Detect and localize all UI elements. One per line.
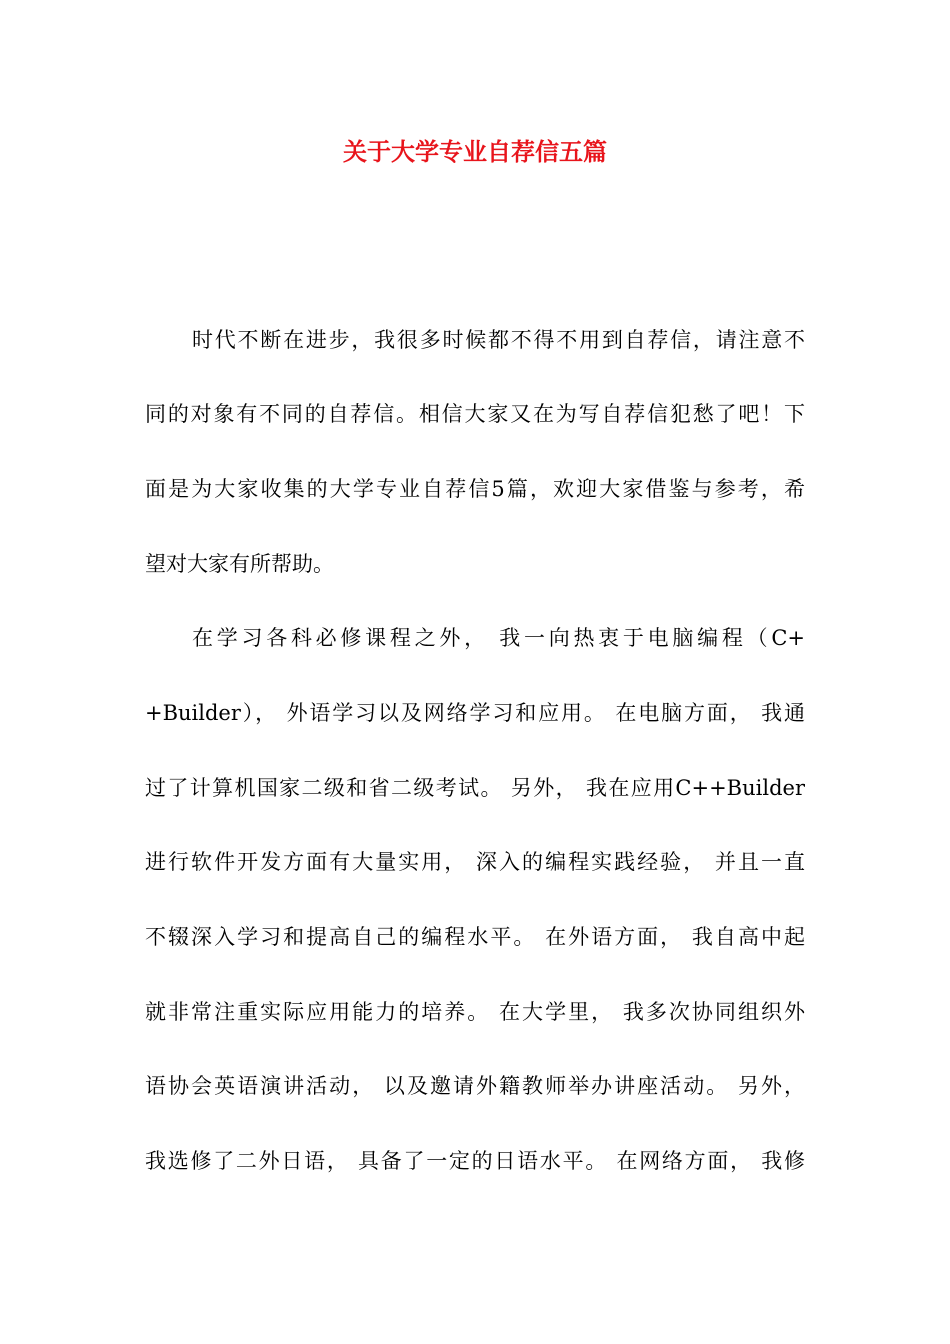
paragraph-2-line-3: 过了计算机国家二级和省二级考试。 另外， 我在应用C++Builder [145,776,805,800]
paragraph-2-line-4: 进行软件开发方面有大量实用， 深入的编程实践经验， 并且一直 [145,850,805,874]
paragraph-1-line-3: 面是为大家收集的大学专业自荐信5篇，欢迎大家借鉴与参考，希 [145,477,805,501]
document-title: 关于大学专业自荐信五篇 [343,138,607,166]
paragraph-1-line-4: 望对大家有所帮助。 [145,552,334,576]
paragraph-2-line-1: 在学习各科必修课程之外， 我一向热衷于电脑编程（C+ [192,626,805,650]
paragraph-1-line-2: 同的对象有不同的自荐信。相信大家又在为写自荐信犯愁了吧！下 [145,402,805,426]
paragraph-2-line-6: 就非常注重实际应用能力的培养。 在大学里， 我多次协同组织外 [145,1000,805,1024]
paragraph-1-line-1: 时代不断在进步，我很多时候都不得不用到自荐信，请注意不 [192,328,805,352]
paragraph-2-line-7: 语协会英语演讲活动， 以及邀请外籍教师举办讲座活动。 另外， [145,1074,805,1098]
paragraph-2-line-2: +Builder）， 外语学习以及网络学习和应用。 在电脑方面， 我通 [145,701,805,725]
paragraph-2-line-5: 不辍深入学习和提高自己的编程水平。 在外语方面， 我自高中起 [145,925,805,949]
paragraph-2-line-8: 我选修了二外日语， 具备了一定的日语水平。 在网络方面， 我修 [145,1149,805,1173]
